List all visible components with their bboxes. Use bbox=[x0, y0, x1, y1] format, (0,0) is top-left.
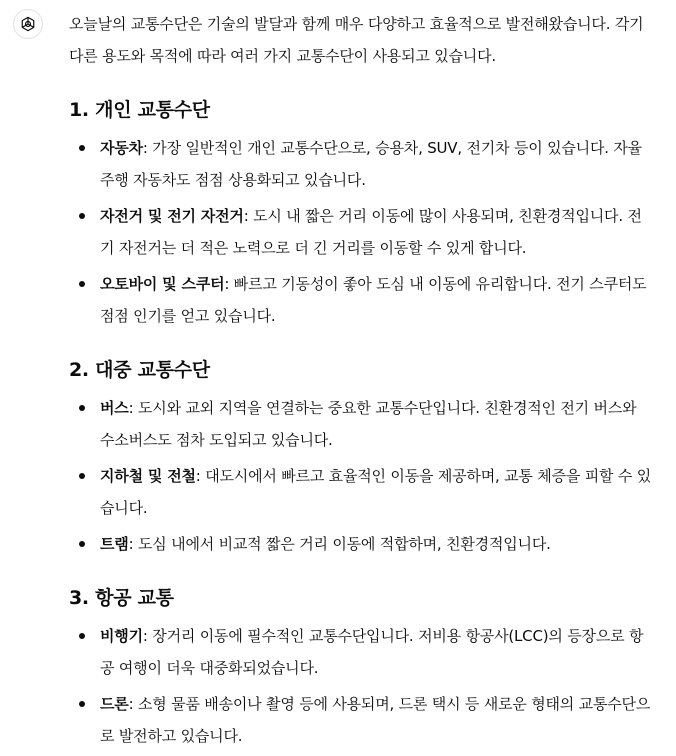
bullet bbox=[79, 281, 85, 287]
section-heading-personal: 1. 개인 교통수단 bbox=[69, 99, 210, 121]
item-desc: : 가장 일반적인 개인 교통수단으로, 승용차, SUV, 전기차 등이 있습니다. 자율 주행 자동차도 점점 상용화되고 있습니다. bbox=[100, 139, 642, 189]
section-heading-air: 3. 항공 교통 bbox=[69, 587, 174, 609]
assistant-message bbox=[69, 8, 655, 756]
list-item bbox=[69, 620, 655, 684]
bullet bbox=[79, 473, 85, 479]
intro-paragraph: 오늘날의 교통수단은 기술의 발달과 함께 매우 다양하고 효율적으로 발전해왔습니다. 각기 다른 용도와 목적에 따라 여러 가지 교통수단이 사용되고 있습니다. bbox=[69, 15, 644, 65]
openai-logo-icon bbox=[18, 14, 38, 34]
item-term: 트램 bbox=[100, 535, 129, 553]
list-public bbox=[69, 392, 655, 560]
bullet bbox=[79, 701, 85, 707]
item-desc: : 소형 물품 배송이나 촬영 등에 사용되며, 드론 택시 등 새로운 형태의 교통수단으로 발전하고 있습니다. bbox=[100, 695, 651, 745]
item-desc: : 빠르고 기동성이 좋아 도심 내 이동에 유리합니다. 전기 스쿠터도 점점 인기를 얻고 있습니다. bbox=[100, 275, 647, 325]
item-term: 자동차 bbox=[100, 139, 143, 157]
bullet bbox=[79, 145, 85, 151]
item-desc: : 대도시에서 빠르고 효율적인 이동을 제공하며, 교통 체증을 피할 수 있습니다. bbox=[100, 467, 652, 517]
item-term: 드론 bbox=[100, 695, 129, 713]
item-term: 버스 bbox=[100, 399, 129, 417]
item-term: 오토바이 및 스쿠터 bbox=[100, 275, 225, 293]
list-item bbox=[69, 200, 655, 264]
list-item bbox=[69, 460, 655, 524]
bullet bbox=[79, 213, 85, 219]
assistant-avatar bbox=[13, 9, 43, 39]
item-term: 비행기 bbox=[100, 627, 143, 645]
item-desc: : 장거리 이동에 필수적인 교통수단입니다. 저비용 항공사(LCC)의 등장으로 항공 여행이 더욱 대중화되었습니다. bbox=[100, 627, 644, 677]
item-term: 지하철 및 전철 bbox=[100, 467, 196, 485]
item-term: 자전거 및 전기 자전거 bbox=[100, 207, 244, 225]
bullet bbox=[79, 541, 85, 547]
item-desc: : 도시 내 짧은 거리 이동에 많이 사용되며, 친환경적입니다. 전기 자전거는 더 적은 노력으로 더 긴 거리를 이동할 수 있게 합니다. bbox=[100, 207, 642, 257]
bullet bbox=[79, 405, 85, 411]
list-item bbox=[69, 528, 655, 560]
list-item bbox=[69, 392, 655, 456]
list-item bbox=[69, 688, 655, 752]
list-item bbox=[69, 132, 655, 196]
list-item bbox=[69, 268, 655, 332]
item-desc: : 도시와 교외 지역을 연결하는 중요한 교통수단입니다. 친환경적인 전기 버스와 수소버스도 점차 도입되고 있습니다. bbox=[100, 399, 637, 449]
list-personal bbox=[69, 132, 655, 332]
list-air bbox=[69, 620, 655, 752]
item-desc: : 도심 내에서 비교적 짧은 거리 이동에 적합하며, 친환경적입니다. bbox=[128, 535, 551, 553]
bullet bbox=[79, 633, 85, 639]
section-heading-public: 2. 대중 교통수단 bbox=[69, 359, 210, 381]
